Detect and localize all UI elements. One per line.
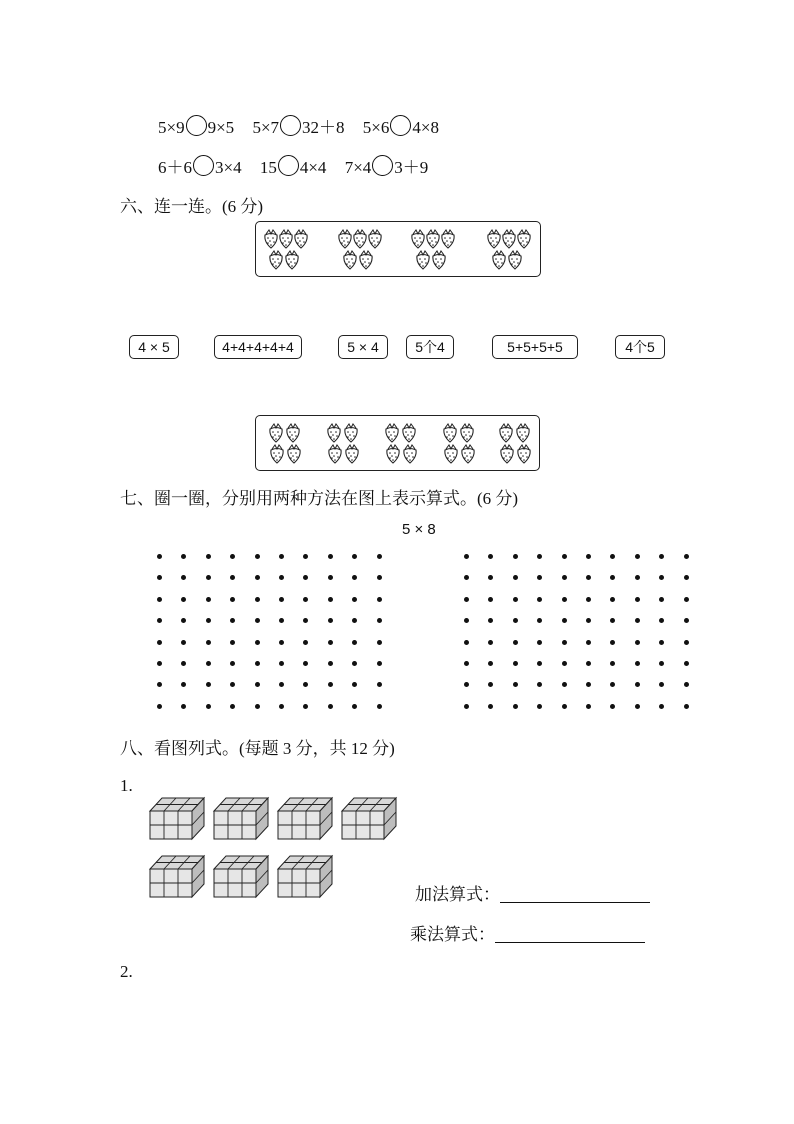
grid-dot bbox=[303, 640, 308, 645]
comparison-2: 5×7 32＋8 bbox=[252, 118, 344, 137]
strawberry-group-icon bbox=[496, 422, 536, 466]
grid-dot bbox=[586, 661, 591, 666]
grid-dot bbox=[684, 661, 689, 666]
grid-dot bbox=[464, 682, 469, 687]
grid-dot bbox=[255, 704, 260, 709]
grid-dot bbox=[255, 597, 260, 602]
grid-dot bbox=[206, 704, 211, 709]
grid-dot bbox=[513, 575, 518, 580]
grid-dot bbox=[659, 618, 664, 623]
grid-dot bbox=[562, 554, 567, 559]
expression-card[interactable]: 4 × 5 bbox=[129, 335, 179, 359]
grid-dot bbox=[303, 575, 308, 580]
grid-dot bbox=[157, 682, 162, 687]
cube-block-icon bbox=[340, 795, 398, 841]
grid-dot bbox=[488, 597, 493, 602]
grid-dot bbox=[537, 640, 542, 645]
strawberry-icon bbox=[295, 230, 307, 248]
grid-dot bbox=[684, 554, 689, 559]
grid-dot bbox=[181, 618, 186, 623]
cube-block-icon bbox=[148, 795, 206, 841]
grid-dot bbox=[157, 597, 162, 602]
grid-dot bbox=[684, 597, 689, 602]
strawberry-icon bbox=[518, 230, 530, 248]
grid-dot bbox=[537, 554, 542, 559]
grid-dot bbox=[537, 661, 542, 666]
grid-dot bbox=[562, 640, 567, 645]
dot-grid-right[interactable] bbox=[464, 554, 689, 709]
grid-dot bbox=[230, 640, 235, 645]
fruit-group-5[interactable] bbox=[262, 228, 314, 277]
grid-dot bbox=[377, 640, 382, 645]
answer-circle[interactable] bbox=[280, 115, 301, 136]
grid-dot bbox=[464, 618, 469, 623]
strawberry-group-icon bbox=[262, 228, 314, 272]
cube-block bbox=[212, 795, 270, 846]
grid-dot bbox=[537, 704, 542, 709]
strawberry-icon bbox=[270, 251, 282, 269]
expression-card[interactable]: 5+5+5+5 bbox=[492, 335, 578, 359]
grid-dot bbox=[255, 682, 260, 687]
comparison-3: 5×6 4×8 bbox=[363, 118, 439, 137]
grid-dot bbox=[230, 682, 235, 687]
grid-dot bbox=[328, 682, 333, 687]
grid-dot bbox=[279, 661, 284, 666]
grid-dot bbox=[255, 618, 260, 623]
section-6-title: 六、连一连。(6 分) bbox=[120, 197, 264, 216]
strawberry-icon bbox=[339, 230, 351, 248]
grid-dot bbox=[659, 704, 664, 709]
grid-dot bbox=[659, 575, 664, 580]
grid-dot bbox=[684, 682, 689, 687]
comparison-6: 7×4 3＋9 bbox=[345, 158, 429, 177]
grid-dot bbox=[562, 597, 567, 602]
strawberry-icon bbox=[493, 251, 505, 269]
grid-dot bbox=[610, 575, 615, 580]
cube-block bbox=[212, 853, 270, 904]
strawberry-icon bbox=[433, 251, 445, 269]
grid-dot bbox=[157, 661, 162, 666]
strawberry-icon bbox=[445, 445, 457, 463]
comparison-row-1 bbox=[158, 113, 439, 138]
multiplication-label: 乘法算式： bbox=[410, 925, 495, 944]
grid-dot bbox=[255, 640, 260, 645]
strawberry-icon bbox=[417, 251, 429, 269]
grid-dot bbox=[303, 554, 308, 559]
grid-dot bbox=[635, 640, 640, 645]
grid-dot bbox=[610, 554, 615, 559]
grid-dot bbox=[659, 682, 664, 687]
strawberry-icon bbox=[271, 445, 283, 463]
grid-dot bbox=[464, 704, 469, 709]
grid-dot bbox=[230, 618, 235, 623]
answer-circle[interactable] bbox=[390, 115, 411, 136]
grid-dot bbox=[586, 575, 591, 580]
grid-dot bbox=[659, 554, 664, 559]
grid-dot bbox=[513, 554, 518, 559]
question-1-number: 1. bbox=[120, 776, 133, 795]
grid-dot bbox=[562, 704, 567, 709]
strawberry-icon bbox=[287, 424, 299, 442]
grid-dot bbox=[181, 575, 186, 580]
grid-dot bbox=[610, 640, 615, 645]
cube-block-icon bbox=[276, 795, 334, 841]
grid-dot bbox=[684, 704, 689, 709]
grid-dot bbox=[635, 682, 640, 687]
strawberry-icon bbox=[360, 251, 372, 269]
grid-dot bbox=[328, 597, 333, 602]
grid-dot bbox=[377, 661, 382, 666]
grid-dot bbox=[352, 640, 357, 645]
grid-dot bbox=[562, 682, 567, 687]
grid-dot bbox=[537, 575, 542, 580]
answer-circle[interactable] bbox=[372, 155, 393, 176]
grid-dot bbox=[206, 597, 211, 602]
grid-dot bbox=[513, 640, 518, 645]
grid-dot bbox=[206, 554, 211, 559]
strawberry-group-icon bbox=[485, 228, 537, 272]
grid-dot bbox=[303, 704, 308, 709]
grid-dot bbox=[377, 575, 382, 580]
grid-dot bbox=[562, 618, 567, 623]
grid-dot bbox=[684, 640, 689, 645]
grid-dot bbox=[352, 554, 357, 559]
grid-dot bbox=[230, 704, 235, 709]
grid-dot bbox=[488, 682, 493, 687]
strawberry-icon bbox=[509, 251, 521, 269]
grid-dot bbox=[488, 618, 493, 623]
grid-dot bbox=[230, 597, 235, 602]
grid-dot bbox=[206, 640, 211, 645]
grid-dot bbox=[352, 661, 357, 666]
strawberry-icon bbox=[501, 445, 513, 463]
grid-dot bbox=[230, 554, 235, 559]
section-7-title: 七、圈一圈，分别用两种方法在图上表示算式。(6 分) bbox=[120, 489, 519, 508]
grid-dot bbox=[537, 597, 542, 602]
grid-dot bbox=[279, 682, 284, 687]
grid-dot bbox=[635, 597, 640, 602]
grid-dot bbox=[181, 704, 186, 709]
strawberry-icon bbox=[412, 230, 424, 248]
grid-dot bbox=[157, 640, 162, 645]
strawberry-icon bbox=[517, 424, 529, 442]
strawberry-icon bbox=[346, 445, 358, 463]
strawberry-group-icon bbox=[382, 422, 422, 466]
grid-dot bbox=[610, 682, 615, 687]
addition-label: 加法算式： bbox=[415, 885, 500, 904]
fruit-group-5[interactable] bbox=[485, 228, 537, 277]
grid-dot bbox=[513, 704, 518, 709]
grid-dot bbox=[586, 640, 591, 645]
grid-dot bbox=[659, 597, 664, 602]
grid-dot bbox=[586, 597, 591, 602]
fruit-group-4[interactable] bbox=[382, 422, 422, 471]
grid-dot bbox=[255, 554, 260, 559]
grid-dot bbox=[586, 704, 591, 709]
grid-dot bbox=[181, 661, 186, 666]
strawberry-icon bbox=[500, 424, 512, 442]
grid-dot bbox=[635, 554, 640, 559]
strawberry-icon bbox=[503, 230, 515, 248]
grid-dot bbox=[352, 704, 357, 709]
fruit-group-5[interactable] bbox=[336, 228, 388, 277]
grid-dot bbox=[352, 575, 357, 580]
fruit-group-4[interactable] bbox=[324, 422, 364, 471]
grid-dot bbox=[352, 618, 357, 623]
question-2-number: 2. bbox=[120, 962, 133, 981]
top-fruit-box[interactable] bbox=[255, 221, 541, 277]
grid-dot bbox=[562, 575, 567, 580]
grid-dot bbox=[303, 661, 308, 666]
grid-dot bbox=[157, 554, 162, 559]
grid-dot bbox=[255, 661, 260, 666]
grid-dot bbox=[303, 618, 308, 623]
strawberry-icon bbox=[280, 230, 292, 248]
grid-dot bbox=[303, 597, 308, 602]
grid-dot bbox=[513, 618, 518, 623]
grid-dot bbox=[157, 618, 162, 623]
grid-dot bbox=[464, 640, 469, 645]
strawberry-icon bbox=[386, 424, 398, 442]
grid-dot bbox=[352, 597, 357, 602]
strawberry-icon bbox=[329, 445, 341, 463]
strawberry-icon bbox=[270, 424, 282, 442]
grid-dot bbox=[279, 554, 284, 559]
grid-dot bbox=[610, 704, 615, 709]
strawberry-icon bbox=[265, 230, 277, 248]
comparison-5: 15 4×4 bbox=[260, 158, 327, 177]
grid-dot bbox=[537, 618, 542, 623]
grid-dot bbox=[635, 661, 640, 666]
strawberry-icon bbox=[461, 424, 473, 442]
grid-dot bbox=[206, 661, 211, 666]
grid-dot bbox=[537, 682, 542, 687]
section-8-title: 八、看图列式。(每题 3 分，共 12 分) bbox=[120, 739, 395, 758]
grid-dot bbox=[279, 575, 284, 580]
grid-dot bbox=[377, 704, 382, 709]
strawberry-group-icon bbox=[409, 228, 461, 272]
strawberry-icon bbox=[288, 445, 300, 463]
strawberry-icon bbox=[344, 251, 356, 269]
cube-block bbox=[148, 853, 206, 904]
strawberry-icon bbox=[369, 230, 381, 248]
multiplication-answer-blank[interactable] bbox=[495, 924, 645, 943]
grid-dot bbox=[464, 661, 469, 666]
answer-circle[interactable] bbox=[278, 155, 299, 176]
grid-dot bbox=[610, 597, 615, 602]
grid-dot bbox=[279, 640, 284, 645]
grid-dot bbox=[181, 682, 186, 687]
grid-dot bbox=[684, 575, 689, 580]
grid-dot bbox=[635, 618, 640, 623]
strawberry-icon bbox=[404, 445, 416, 463]
grid-dot bbox=[279, 618, 284, 623]
grid-dot bbox=[377, 682, 382, 687]
grid-dot bbox=[328, 618, 333, 623]
grid-dot bbox=[328, 554, 333, 559]
grid-dot bbox=[610, 661, 615, 666]
fruit-group-4[interactable] bbox=[440, 422, 480, 471]
strawberry-group-icon bbox=[440, 422, 480, 466]
grid-dot bbox=[157, 575, 162, 580]
cube-block-icon bbox=[276, 853, 334, 899]
comparison-4: 6＋6 3×4 bbox=[158, 158, 242, 177]
addition-answer-blank[interactable] bbox=[500, 884, 650, 903]
grid-dot bbox=[181, 640, 186, 645]
fruit-group-5[interactable] bbox=[409, 228, 461, 277]
grid-dot bbox=[659, 661, 664, 666]
grid-dot bbox=[464, 575, 469, 580]
grid-dot bbox=[157, 704, 162, 709]
multiplication-answer-row bbox=[410, 920, 645, 945]
grid-dot bbox=[635, 704, 640, 709]
grid-dot bbox=[513, 682, 518, 687]
grid-dot bbox=[488, 554, 493, 559]
grid-dot bbox=[377, 618, 382, 623]
expression-card[interactable]: 5个4 bbox=[406, 335, 454, 359]
cube-block bbox=[276, 853, 334, 904]
strawberry-group-icon bbox=[336, 228, 388, 272]
grid-dot bbox=[230, 661, 235, 666]
comparison-row-2 bbox=[158, 153, 428, 178]
grid-dot bbox=[488, 640, 493, 645]
answer-circle[interactable] bbox=[193, 155, 214, 176]
grid-dot bbox=[206, 682, 211, 687]
strawberry-icon bbox=[345, 424, 357, 442]
expression-card[interactable]: 5 × 4 bbox=[338, 335, 388, 359]
grid-dot bbox=[328, 575, 333, 580]
strawberry-icon bbox=[403, 424, 415, 442]
grid-dot bbox=[488, 661, 493, 666]
formula-label: 5 × 8 bbox=[402, 521, 436, 538]
grid-dot bbox=[488, 704, 493, 709]
grid-dot bbox=[610, 618, 615, 623]
grid-dot bbox=[255, 575, 260, 580]
strawberry-group-icon bbox=[266, 422, 306, 466]
grid-dot bbox=[206, 618, 211, 623]
grid-dot bbox=[513, 597, 518, 602]
strawberry-icon bbox=[286, 251, 298, 269]
grid-dot bbox=[659, 640, 664, 645]
cube-block-icon bbox=[212, 853, 270, 899]
grid-dot bbox=[279, 597, 284, 602]
answer-circle[interactable] bbox=[186, 115, 207, 136]
strawberry-icon bbox=[328, 424, 340, 442]
strawberry-icon bbox=[427, 230, 439, 248]
cube-block bbox=[276, 795, 334, 846]
strawberry-group-icon bbox=[324, 422, 364, 466]
grid-dot bbox=[684, 618, 689, 623]
grid-dot bbox=[328, 704, 333, 709]
grid-dot bbox=[562, 661, 567, 666]
grid-dot bbox=[352, 682, 357, 687]
grid-dot bbox=[279, 704, 284, 709]
grid-dot bbox=[303, 682, 308, 687]
strawberry-icon bbox=[462, 445, 474, 463]
cube-block-icon bbox=[212, 795, 270, 841]
grid-dot bbox=[513, 661, 518, 666]
expression-card[interactable]: 4个5 bbox=[615, 335, 665, 359]
comparison-1: 5×9 9×5 bbox=[158, 118, 234, 137]
cube-block bbox=[148, 795, 206, 846]
strawberry-icon bbox=[354, 230, 366, 248]
fruit-group-4[interactable] bbox=[266, 422, 306, 471]
strawberry-icon bbox=[444, 424, 456, 442]
grid-dot bbox=[586, 618, 591, 623]
fruit-group-4[interactable] bbox=[496, 422, 536, 471]
strawberry-icon bbox=[387, 445, 399, 463]
bottom-fruit-box[interactable] bbox=[255, 415, 540, 471]
dot-grid-left[interactable] bbox=[157, 554, 382, 709]
expression-card[interactable]: 4+4+4+4+4 bbox=[214, 335, 302, 359]
addition-answer-row bbox=[415, 880, 650, 905]
grid-dot bbox=[328, 640, 333, 645]
cube-block bbox=[340, 795, 398, 846]
strawberry-icon bbox=[488, 230, 500, 248]
strawberry-icon bbox=[442, 230, 454, 248]
grid-dot bbox=[464, 554, 469, 559]
grid-dot bbox=[328, 661, 333, 666]
grid-dot bbox=[181, 597, 186, 602]
grid-dot bbox=[206, 575, 211, 580]
grid-dot bbox=[377, 597, 382, 602]
grid-dot bbox=[181, 554, 186, 559]
grid-dot bbox=[586, 554, 591, 559]
grid-dot bbox=[488, 575, 493, 580]
grid-dot bbox=[586, 682, 591, 687]
grid-dot bbox=[230, 575, 235, 580]
cube-block-icon bbox=[148, 853, 206, 899]
grid-dot bbox=[464, 597, 469, 602]
grid-dot bbox=[377, 554, 382, 559]
grid-dot bbox=[635, 575, 640, 580]
strawberry-icon bbox=[518, 445, 530, 463]
